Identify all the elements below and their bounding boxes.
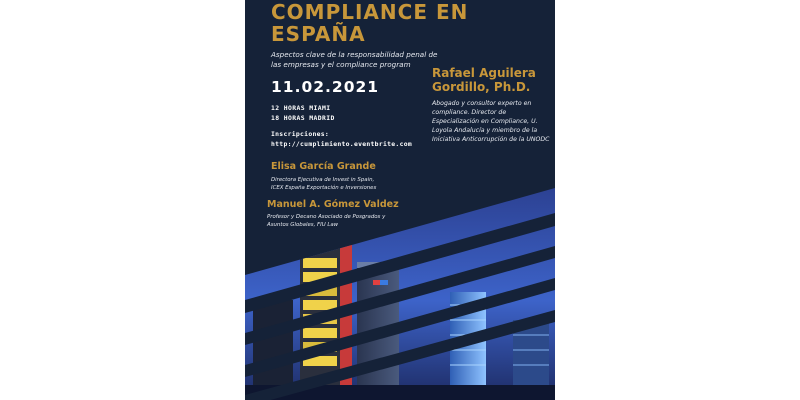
- speaker-desc-line: Especialización en Compliance, U.: [432, 118, 538, 125]
- city-skyline-illustration: [245, 0, 555, 400]
- speaker-desc-line: Abogado y consultor experto en: [432, 100, 532, 107]
- title-line: COMPLIANCE EN: [271, 0, 469, 24]
- speaker-desc-line: Iniciativa Anticorrupción de la UNODC: [432, 136, 550, 143]
- speaker-desc-line: compliance. Director de: [432, 109, 507, 116]
- subtitle-line: las empresas y el compliance program: [271, 60, 411, 69]
- time-miami: 12 HORAS MIAMI: [271, 104, 331, 112]
- subtitle-line: Aspectos clave de la responsabilidad penal de: [271, 50, 438, 59]
- speaker-desc-line: ICEX España Exportación e Inversiones: [271, 185, 377, 191]
- speaker-desc-line: Directora Ejecutiva de Invest in Spain,: [271, 177, 375, 183]
- event-date: 11.02.2021: [271, 78, 380, 96]
- speaker-name-line: Elisa García Grande: [271, 161, 376, 172]
- time-madrid: 18 HORAS MADRID: [271, 113, 335, 122]
- speaker-desc-line: Profesor y Decano Asociado de Posgrados y: [267, 214, 386, 220]
- event-poster: [245, 0, 555, 400]
- speaker-name-line: Manuel A. Gómez Valdez: [267, 199, 399, 210]
- speaker-name-line: Rafael Aguilera: [432, 66, 536, 80]
- speaker-name-line: Gordillo, Ph.D.: [432, 80, 531, 94]
- speaker-desc-line: Asuntos Globales, FIU Law: [267, 222, 339, 228]
- speaker-desc-line: Loyola Andalucía y miembro de la: [432, 127, 538, 134]
- registration-link[interactable]: http://cumplimiento.eventbrite.com: [271, 139, 413, 148]
- registration-label: Inscripciones:: [271, 130, 330, 138]
- title-line: ESPAÑA: [271, 22, 366, 46]
